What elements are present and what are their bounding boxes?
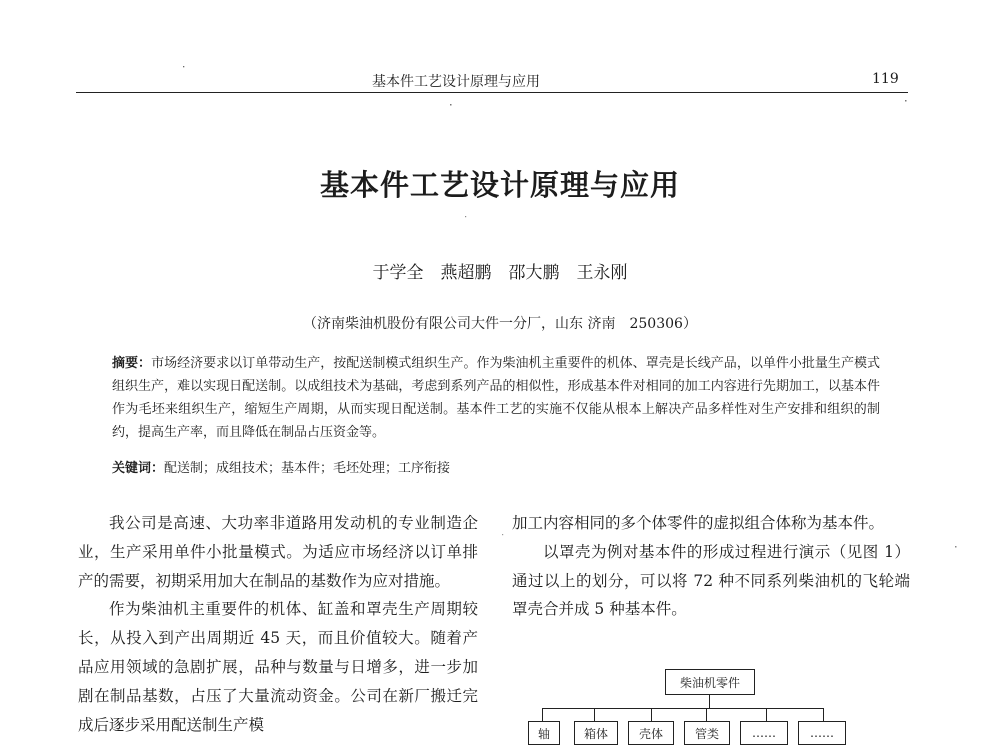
diagram-child-node: 箱体 [574, 721, 618, 745]
keywords-text: 配送制；成组技术；基本件；毛坯处理；工序衔接 [164, 461, 451, 476]
abstract-label: 摘要： [112, 356, 152, 371]
paper-title: 基本件工艺设计原理与应用 [319, 168, 680, 202]
diagram-child-node: 轴 [528, 721, 560, 745]
abstract-text: 市场经济要求以订单带动生产，按配送制模式组织生产。作为柴油机主重要件的机体、罩壳是长线产品，以单件小批量生产模式组织生产，难以实现日配送制。以成组技术为基础，考虑到系列产品的相似性，形成基本件对相同的加工内容进行先期加工，以基本件作为毛坯来组织生产，缩短生产周期，从而实现日配送制。基本件工艺的实施不仅能从根本上解决产品多样性对生产安排和组织的制约，提高生产率，而且降低在制品占压资金等。 [112, 356, 880, 440]
affiliation: （济南柴油机股份有限公司大件一分厂，山东 济南 250306） [303, 316, 697, 332]
diagram-child-node: …… [798, 721, 846, 745]
diagram-root-node: 柴油机零件 [665, 669, 755, 695]
authors: 于学全 燕超鹏 邵大鹏 王永刚 [372, 263, 628, 283]
paragraph: 以罩壳为例对基本件的形成过程进行演示（见图 1）通过以上的划分，可以将 72 种不同系列柴油机的飞轮端罩壳合并成 5 种基本件。 [512, 542, 910, 619]
paragraph: 加工内容相同的多个体零件的虚拟组合体称为基本件。 [512, 514, 885, 532]
paragraph: 作为柴油机主重要件的机体、缸盖和罩壳生产周期较长，从投入到产出周期近 45 天，而且价值较大。随着产品应用领域的急剧扩展，品种与数量与日增多，进一步加剧在制品基数，占压了大量流动资金。公司在新厂搬迁完成后逐步采用配送制生产模 [78, 600, 478, 734]
diagram-child-node: 壳体 [628, 721, 674, 745]
paragraph: 我公司是高速、大功率非道路用发动机的专业制造企业，生产采用单件小批量模式。为适应市场经济以订单排产的需要，初期采用加大在制品的基数作为应对措施。 [78, 514, 478, 590]
diagram-child-node: 管类 [684, 721, 730, 745]
diagram-child-node: …… [740, 721, 788, 745]
running-head: 基本件工艺设计原理与应用 [372, 74, 540, 90]
page-number: 119 [872, 71, 899, 87]
keywords-label: 关键词： [112, 461, 165, 476]
